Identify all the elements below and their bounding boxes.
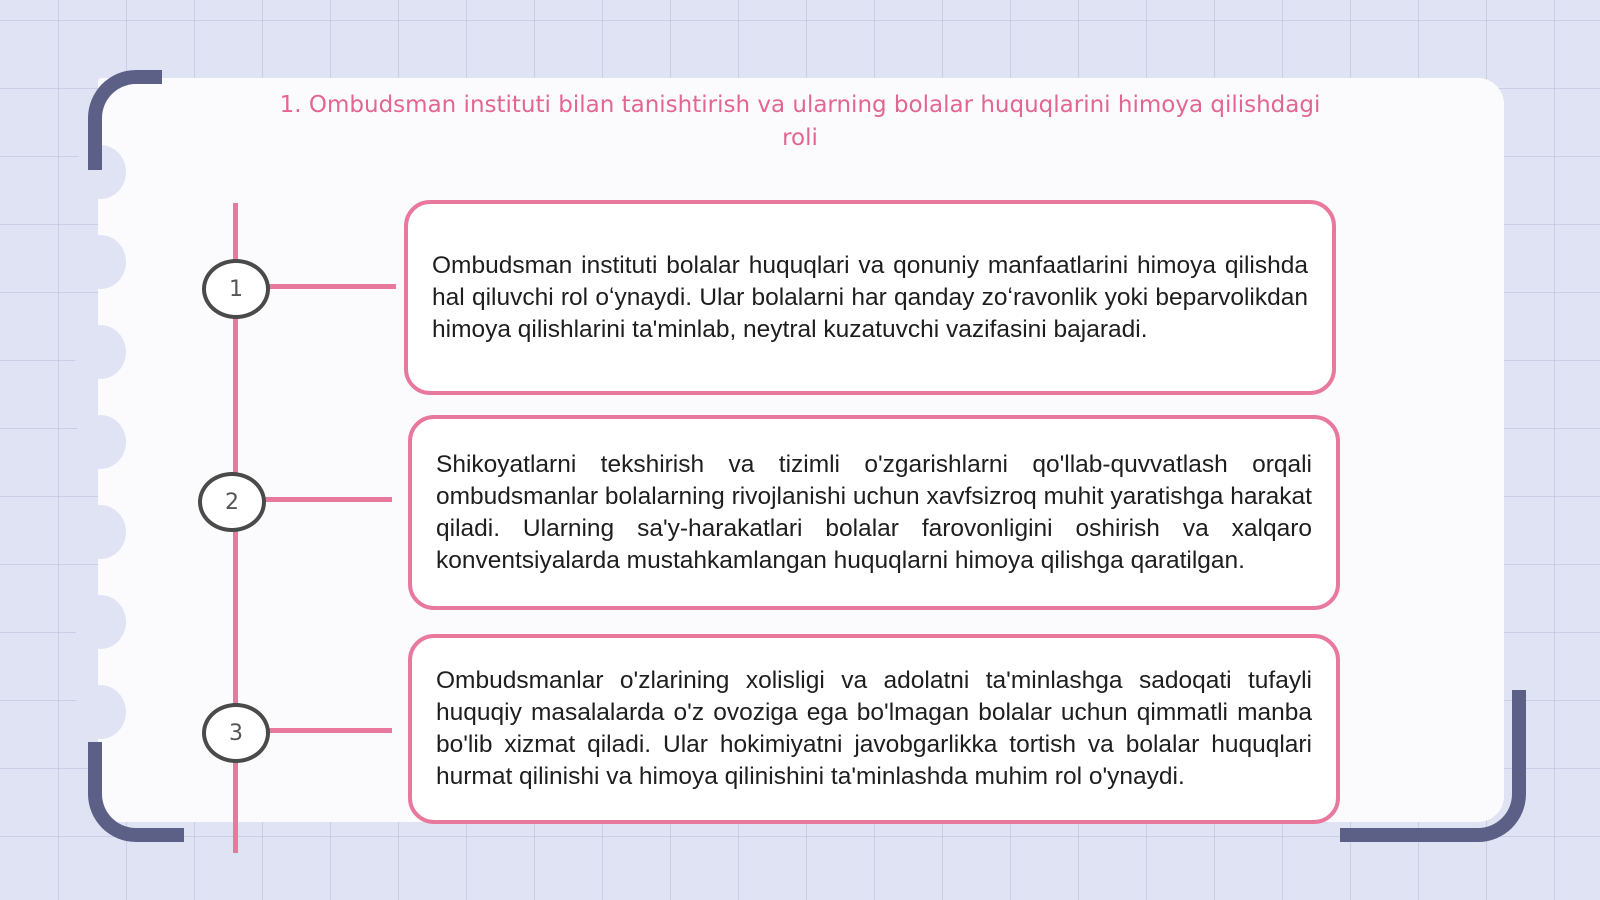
connector-line-2 [262, 497, 392, 502]
text-box-3 [408, 634, 1340, 824]
text-box-3-text: Ombudsmanlar o'zlarining xolisligi va adolatni ta'minlashga sadoqati tufayli huquqiy masalalarda o'z ovoziga ega bo'lmagan bolalar uchun qimmatli manba bo'lib xizmat qiladi. Ular hokimiyatni javobgarlikka tortish va bolalar huquqlari hurmat qilinishi va himoya qilinishini ta'minlashda muhim rol o'ynaydi. [436, 667, 1312, 790]
text-box-2 [408, 415, 1340, 610]
step-number-1: 1 [202, 259, 270, 319]
paper-scallop [74, 595, 126, 649]
text-box-1-text: Ombudsman instituti bolalar huquqlari va qonuniy manfaatlarini himoya qilishda hal qiluvchi rol oʻynaydi. Ular bolalarni har qanday zoʻravonlik yoki beparvolikdan himoya qilishlarini ta'minlab, neytral kuzatuvchi vazifasini bajaradi. [432, 251, 1308, 343]
slide-title: 1. Ombudsman instituti bilan tanishtirish va ularning bolalar huquqlarini himoya qilishdagi roli [279, 92, 1321, 151]
corner-bracket-bottom-left [88, 742, 184, 842]
text-box-1 [404, 200, 1336, 395]
paper-scallop [74, 235, 126, 289]
paper-scallop [74, 415, 126, 469]
paper-scallop [74, 505, 126, 559]
corner-bracket-bottom-right [1340, 690, 1526, 842]
paper-scallop [74, 325, 126, 379]
connector-line-1 [266, 284, 396, 289]
connector-line-3 [266, 728, 392, 733]
text-box-2-text: Shikoyatlarni tekshirish va tizimli o'zgarishlarni qo'llab-quvvatlash orqali ombudsmanlar bolalarning rivojlanishi uchun xavfsizroq muhit yaratishga harakat qiladi. Ularning sa'y-harakatlari bolalar farovonligini oshirish va xalqaro konventsiyalarda mustahkamlangan huquqlarni himoya qilishga qaratilgan. [436, 450, 1312, 574]
paper-scallop [74, 685, 126, 739]
step-number-2: 2 [198, 472, 266, 532]
step-number-3: 3 [202, 703, 270, 763]
